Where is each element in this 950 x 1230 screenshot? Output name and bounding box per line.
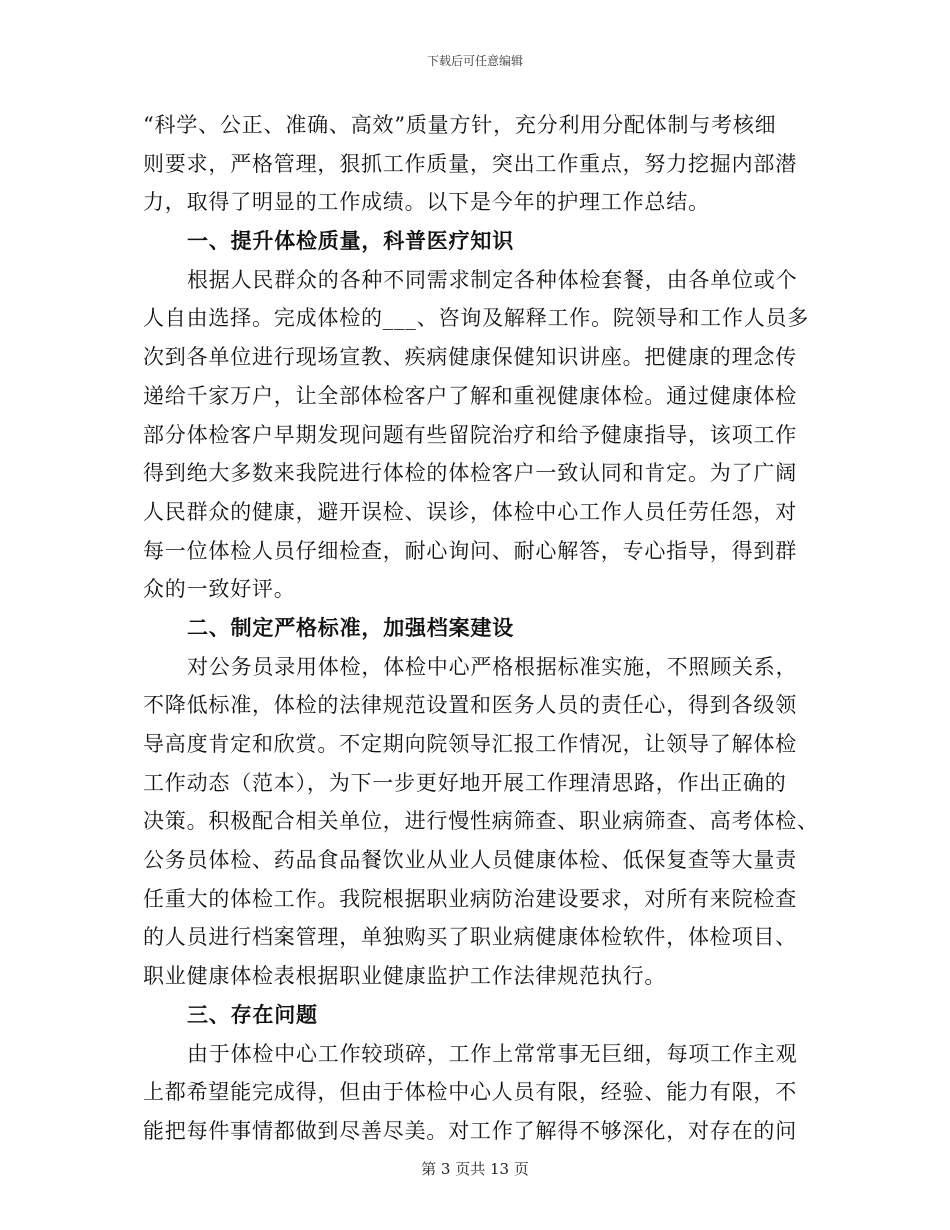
body-line: 得到绝大多数来我院进行体检的体检客户一致认同和肯定。为了广阔 [143, 461, 797, 486]
body-line: 众的一致好评。 [143, 577, 296, 602]
body-line: “科学、公正、准确、高效”质量方针，充分利用分配体制与考核细 [143, 113, 777, 137]
section-heading-3: 三、存在问题 [187, 1001, 318, 1027]
body-line: 决策。积极配合相关单位，进行慢性病筛查、职业病筛查、高考体检、 [143, 809, 819, 834]
section-heading-2: 二、制定严格标准，加强档案建设 [187, 614, 514, 640]
body-line: 递给千家万户，让全部体检客户了解和重视健康体检。通过健康体检 [143, 383, 797, 408]
body-line: 不降低标准，体检的法律规范设置和医务人员的责任心，得到各级领 [143, 693, 797, 718]
body-line: 每一位体检人员仔细检查，耐心询问、耐心解答，专心指导，得到群 [143, 538, 797, 563]
body-line: 部分体检客户早期发现问题有些留院治疗和给予健康指导，该项工作 [143, 422, 797, 447]
body-line: 上都希望能完成得，但由于体检中心人员有限，经验、能力有限，不 [143, 1080, 797, 1105]
body-line: 次到各单位进行现场宣教、疾病健康保健知识讲座。把健康的理念传 [143, 345, 797, 370]
body-line: 职业健康体检表根据职业健康监护工作法律规范执行。 [143, 964, 667, 989]
page-footer: 第 3 页共 13 页 [421, 1160, 529, 1178]
body-line: 导高度肯定和欣赏。不定期向院领导汇报工作情况，让领导了解体检 [143, 732, 797, 756]
document-body [143, 106, 819, 1151]
body-line: 人自由选择。完成体检的___、咨询及解释工作。院领导和工作人员多 [143, 306, 810, 331]
body-line: 对公务员录用体检，体检中心严格根据标准实施，不照顾关系， [187, 654, 798, 679]
body-line: 能把每件事情都做到尽善尽美。对工作了解得不够深化，对存在的问 [143, 1118, 797, 1143]
page-header: 下载后可任意编辑 [426, 54, 523, 68]
body-line: 根据人民群众的各种不同需求制定各种体检套餐，由各单位或个 [187, 267, 798, 292]
body-line: 公务员体检、药品食品餐饮业从业人员健康体检、低保复查等大量责 [143, 848, 797, 873]
body-line: 的人员进行档案管理，单独购买了职业病健康体检软件，体检项目、 [143, 925, 797, 950]
body-line: 力，取得了明显的工作成绩。以下是今年的护理工作总结。 [143, 190, 710, 215]
body-line: 人民群众的健康，避开误检、误诊，体检中心工作人员任劳任怨，对 [143, 499, 797, 524]
body-line: 由于体检中心工作较琐碎，工作上常常事无巨细，每项工作主观 [187, 1041, 798, 1066]
section-heading-1: 一、提升体检质量，科普医疗知识 [187, 228, 514, 254]
body-line: 工作动态（范本），为下一步更好地开展工作理清思路，作出正确的 [143, 770, 787, 795]
body-line: 则要求，严格管理，狠抓工作质量，突出工作重点，努力挖掘内部潜 [143, 151, 797, 176]
body-line: 任重大的体检工作。我院根据职业病防治建设要求，对所有来院检查 [143, 886, 797, 911]
